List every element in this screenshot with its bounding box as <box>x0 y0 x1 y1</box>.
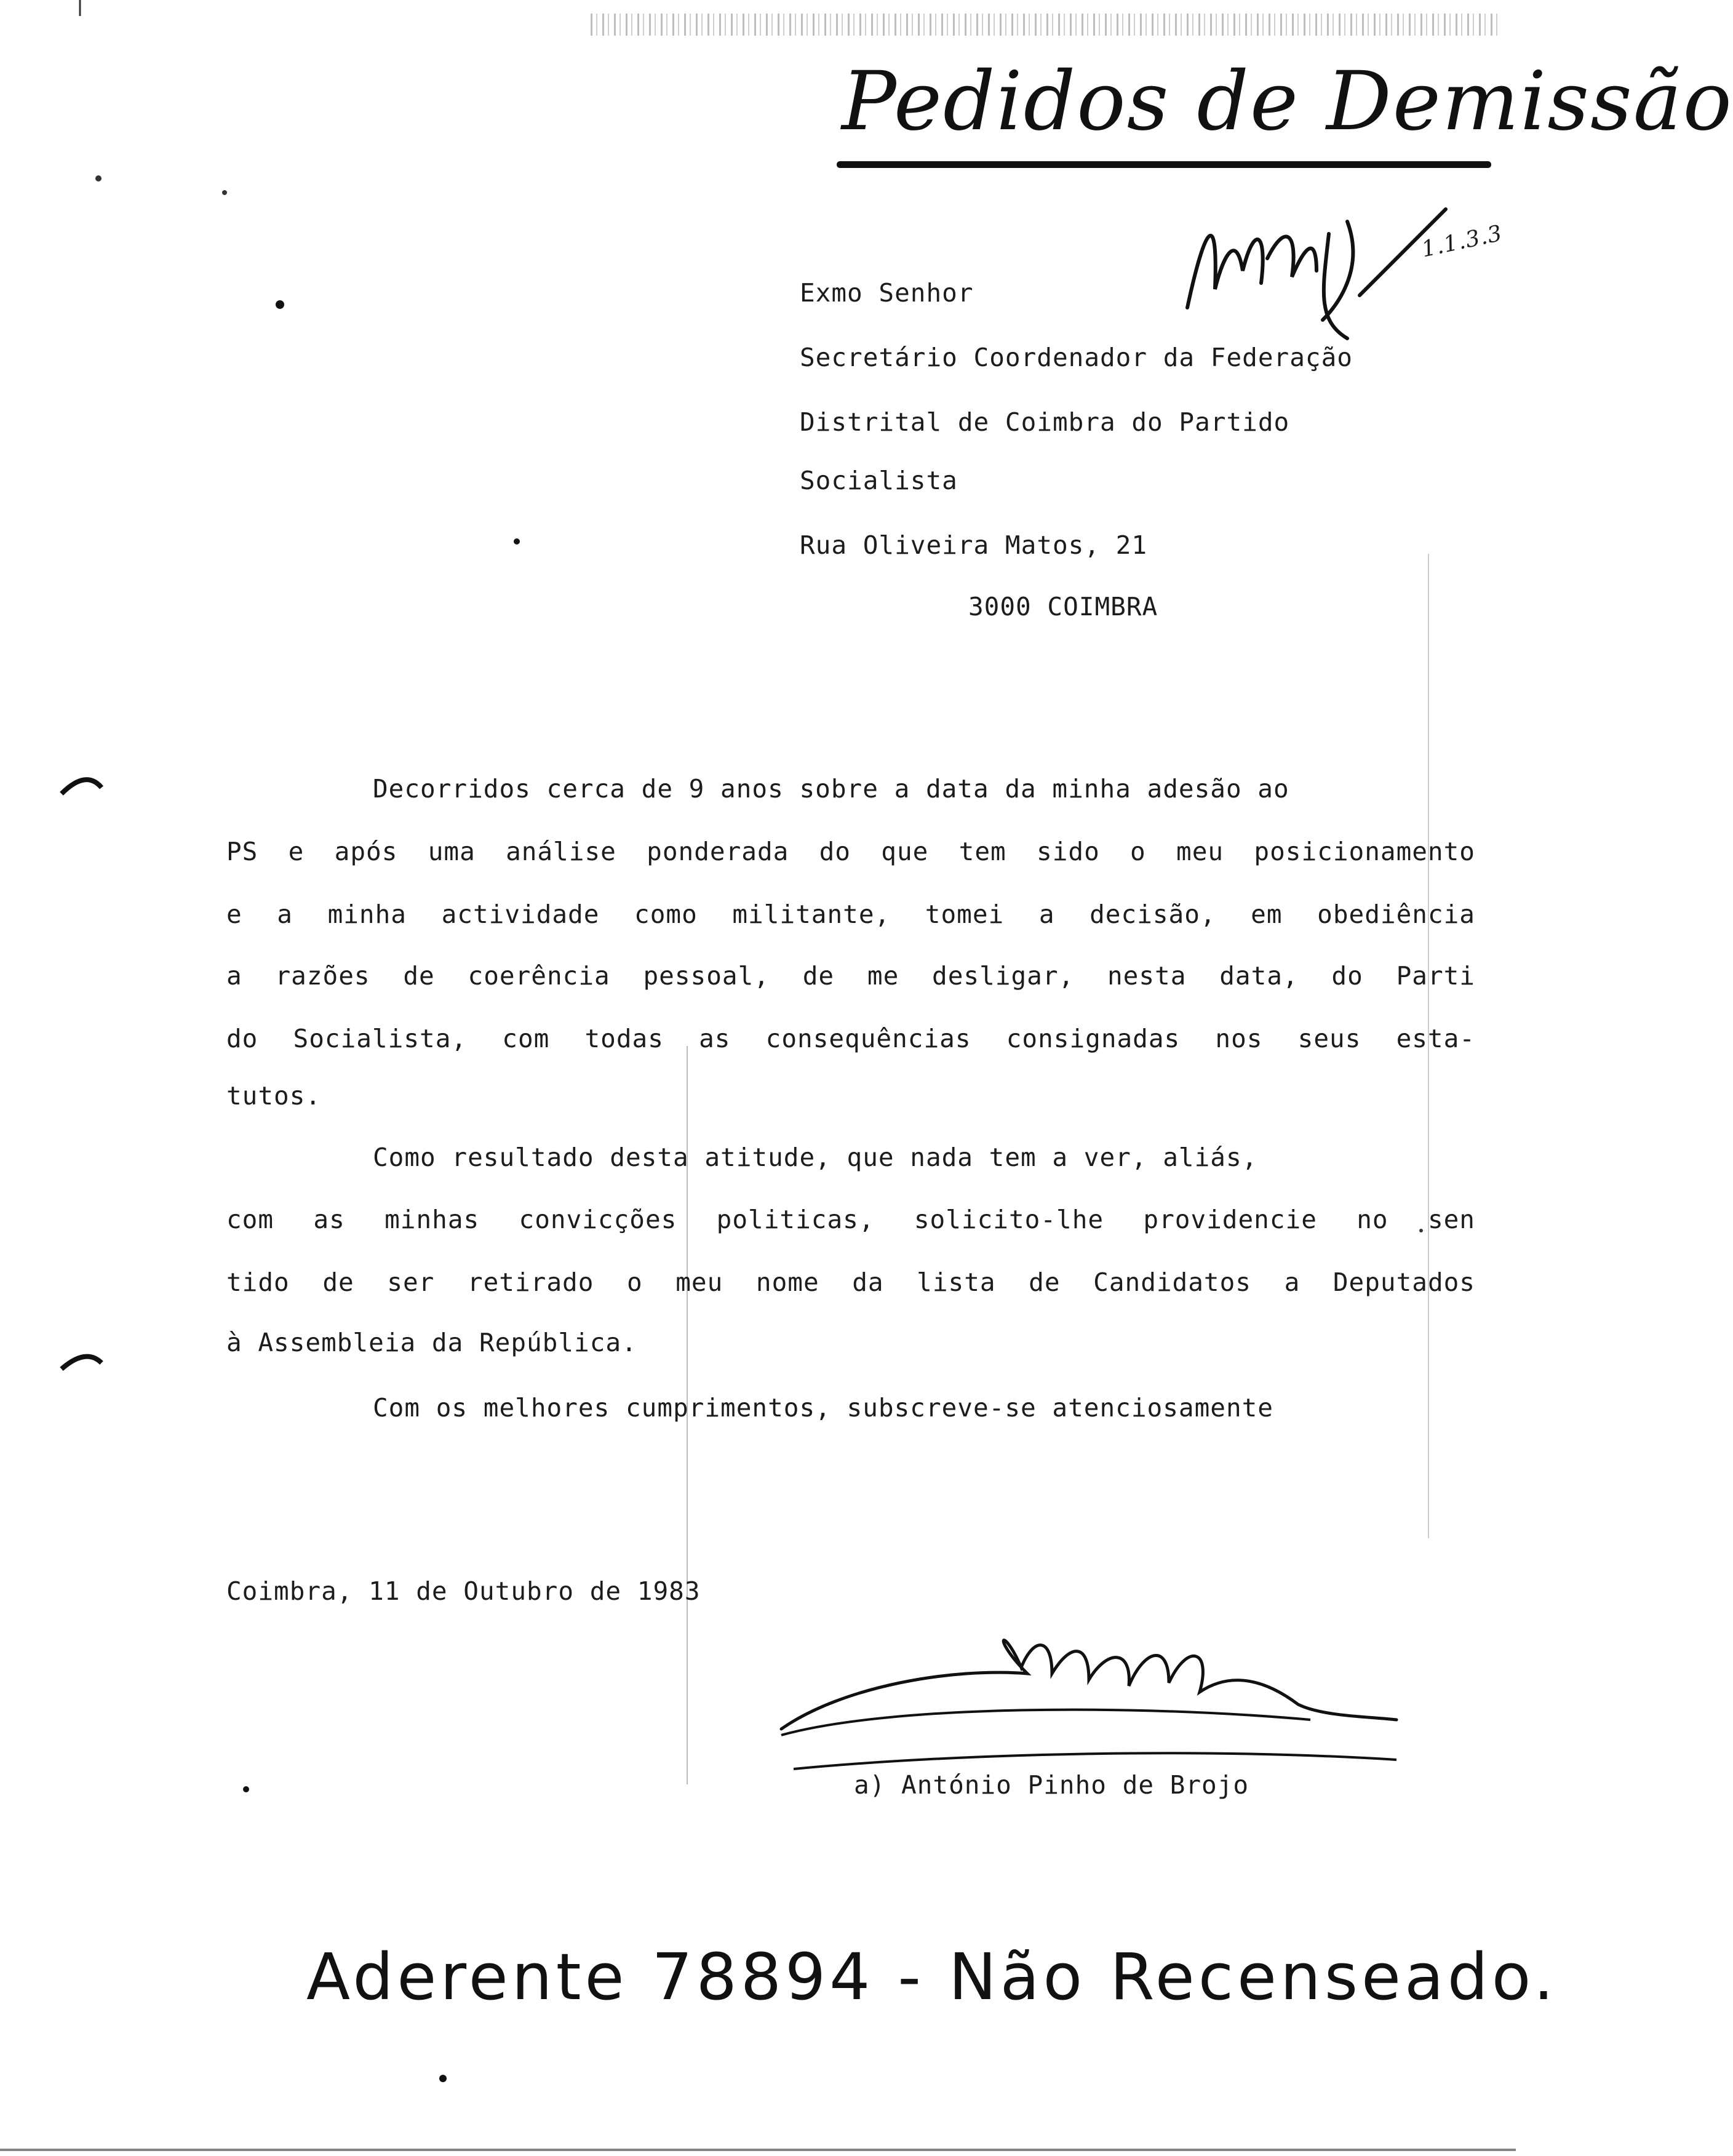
address-city: 3000 COIMBRA <box>968 592 1158 621</box>
body-line-4: a razões de coerência pessoal, de me desligar, nesta data, do Parti <box>226 961 1475 991</box>
initials-scribble <box>1163 197 1507 357</box>
body-line-5: do Socialista, com todas as consequências consignadas nos seus esta- <box>226 1024 1475 1053</box>
body-line-8: com as minhas convicções politicas, solicito-lhe providencie no sen <box>226 1205 1475 1234</box>
body-line-1: Decorridos cerca de 9 anos sobre a data da minha adesão ao <box>373 774 1289 804</box>
salutation: Exmo Senhor <box>800 278 974 308</box>
body-line-3: e a minha actividade como militante, tomei a decisão, em obediência <box>226 900 1475 929</box>
address-line-3: Socialista <box>800 466 958 495</box>
stamp-date: 1.1.3.3 <box>1419 220 1505 263</box>
address-line-2: Distrital de Coimbra do Partido <box>800 407 1290 437</box>
handwritten-title: Pedidos de Demissão <box>842 54 1733 149</box>
place-and-date: Coimbra, 11 de Outubro de 1983 <box>226 1576 701 1606</box>
title-underline <box>837 161 1491 168</box>
body-line-7: Como resultado desta atitude, que nada tem a ver, aliás, <box>373 1143 1258 1172</box>
body-line-2: PS e após uma análise ponderada do que tem sido o meu posicionamento <box>226 837 1475 866</box>
address-line-4: Rua Oliveira Matos, 21 <box>800 530 1148 560</box>
handwritten-footer-note: Aderente 78894 - Não Recenseado. <box>306 1939 1558 2014</box>
body-line-11: Com os melhores cumprimentos, subscreve-se atenciosamente <box>373 1393 1273 1423</box>
body-line-9: tido de ser retirado o meu nome da lista de Candidatos a Deputados <box>226 1268 1475 1297</box>
address-line-1: Secretário Coordenador da Federação <box>800 343 1353 372</box>
body-line-10: à Assembleia da República. <box>226 1328 637 1357</box>
signatory-name: a) António Pinho de Brojo <box>854 1770 1249 1800</box>
signature-scribble <box>769 1612 1409 1778</box>
body-line-6: tutos. <box>226 1081 322 1111</box>
